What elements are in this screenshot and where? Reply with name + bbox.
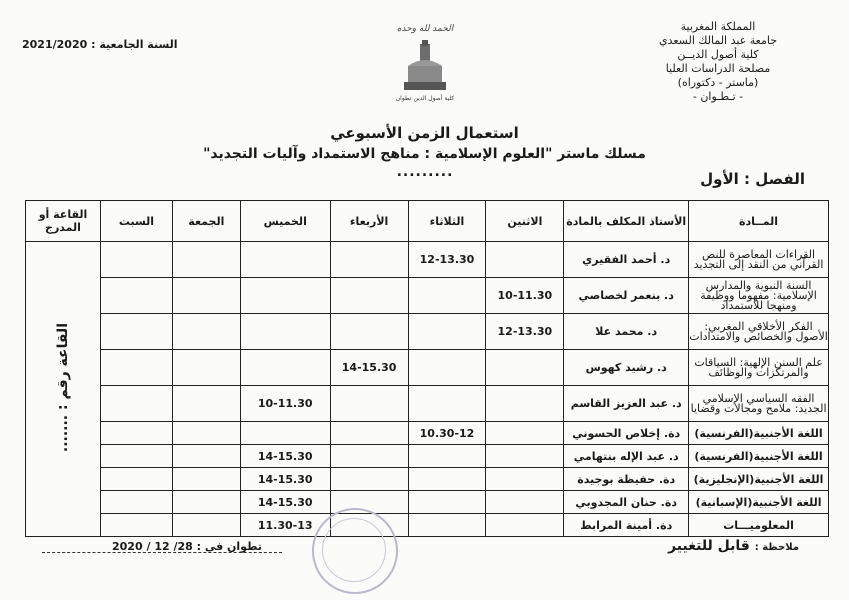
cell-time-fri [172, 242, 240, 278]
cell-time-sat [100, 314, 172, 350]
header-wednesday: الأربعاء [330, 201, 408, 242]
cell-time-fri [172, 386, 240, 422]
cell-subject: المعلوميـــات [689, 514, 829, 537]
academic-year-label: السنة الجامعية : [91, 38, 178, 51]
cell-time-fri [172, 445, 240, 468]
cell-professor: د. أحمد الفقيري [564, 242, 689, 278]
header-line: كلية أصول الديــن [677, 48, 759, 61]
logo-motto: الحمد لله وحده [396, 24, 454, 34]
cell-time-wed [330, 242, 408, 278]
table-row [26, 422, 829, 445]
cell-time-thu: 10-11.30 [240, 386, 330, 422]
header-tuesday: الثلاثاء [408, 201, 486, 242]
table-row [26, 386, 829, 422]
timetable [25, 200, 829, 537]
table-row [26, 350, 829, 386]
page-subtitle: مسلك ماستر "العلوم الإسلامية : مناهج الاستمداد وآليات التجديد" [203, 146, 646, 162]
note-label: ملاحظة : [754, 542, 799, 553]
cell-time-thu: 14-15.30 [240, 491, 330, 514]
header-hall: القاعة أو المدرج [26, 201, 101, 242]
cell-time-tue [408, 491, 486, 514]
cell-time-tue [408, 314, 486, 350]
hall-value: القاعة رقم : ....... [54, 322, 71, 453]
cell-time-fri [172, 491, 240, 514]
cell-time-sat [100, 445, 172, 468]
header-line: (ماستر - دكتوراه) [677, 76, 759, 89]
table-row [26, 514, 829, 537]
cell-subject: الفكر الأخلاقي المغربي: الأصول والخصائص والامتدادات [689, 314, 829, 350]
cell-professor: دة. حفيظة بوجيدة [564, 468, 689, 491]
cell-hall [26, 242, 101, 537]
note [668, 538, 799, 554]
header-line: - تـطـوان - [692, 90, 744, 103]
cell-time-wed [330, 386, 408, 422]
cell-professor: دة. أمينة المرابط [564, 514, 689, 537]
table-row [26, 468, 829, 491]
cell-time-tue [408, 445, 486, 468]
stamp-inner-ring [322, 518, 386, 582]
cell-time-fri [172, 514, 240, 537]
cell-subject: اللغة الأجنبية(الإنجليزية) [689, 468, 829, 491]
cell-time-sat [100, 468, 172, 491]
cell-time-sat [100, 350, 172, 386]
cell-professor: د. عبد الإله بنتهامي [564, 445, 689, 468]
cell-time-mon [486, 514, 564, 537]
cell-subject: اللغة الأجنبية(الفرنسية) [689, 445, 829, 468]
cell-time-wed [330, 314, 408, 350]
cell-subject: القراءات المعاصرة للنص القرآني من النقد إلى التجديد [689, 242, 829, 278]
academic-year [22, 38, 178, 51]
header-monday: الاثنين [486, 201, 564, 242]
logo-caption: كلية أصول الدين تطوان [395, 95, 455, 102]
header-line: المملكة المغربية [680, 20, 756, 33]
decorative-dots: ......... [396, 164, 454, 180]
table-row [26, 314, 829, 350]
cell-time-thu: 11.30-13 [240, 514, 330, 537]
header-professor: الأستاذ المكلف بالمادة [564, 201, 689, 242]
cell-time-thu [240, 278, 330, 314]
cell-subject: اللغة الأجنبية(الفرنسية) [689, 422, 829, 445]
cell-professor: د. رشيد كهوس [564, 350, 689, 386]
semester-label: الفصل : الأول [700, 170, 805, 188]
cell-time-thu [240, 242, 330, 278]
cell-time-wed [330, 278, 408, 314]
header-line: مصلحة الدراسات العليا [665, 62, 771, 75]
cell-subject: السنة النبوية والمدارس الإسلامية: مفهوما ووظيفة ومنهجا للاستمداد [689, 278, 829, 314]
cell-time-thu [240, 350, 330, 386]
cell-time-mon [486, 491, 564, 514]
cell-time-tue [408, 468, 486, 491]
cell-professor: د. بنعمر لخصاصي [564, 278, 689, 314]
header-saturday: السبت [100, 201, 172, 242]
cell-time-thu [240, 422, 330, 445]
header-subject: المــادة [689, 201, 829, 242]
cell-time-fri [172, 350, 240, 386]
cell-time-mon: 12-13.30 [486, 314, 564, 350]
cell-time-sat [100, 514, 172, 537]
header-line: جامعة عبد المالك السعدي [658, 34, 778, 47]
cell-time-fri [172, 278, 240, 314]
cell-time-wed [330, 445, 408, 468]
cell-time-tue [408, 386, 486, 422]
table-row [26, 445, 829, 468]
cell-time-tue [408, 514, 486, 537]
cell-time-wed: 14-15.30 [330, 350, 408, 386]
cell-professor: دة. حنان المجدوبي [564, 491, 689, 514]
cell-time-wed [330, 468, 408, 491]
cell-time-fri [172, 314, 240, 350]
table-row [26, 278, 829, 314]
cell-time-thu [240, 314, 330, 350]
page-title: استعمال الزمن الأسبوعي [330, 124, 519, 142]
cell-time-tue: 12-13.30 [408, 242, 486, 278]
cell-time-sat [100, 422, 172, 445]
note-value: قابل للتغيير [668, 538, 750, 554]
signature-date: تطوان في : 28/ 12 / 2020 [112, 540, 262, 553]
cell-time-sat [100, 242, 172, 278]
cell-time-mon [486, 242, 564, 278]
cell-time-tue: 10.30-12 [408, 422, 486, 445]
cell-time-mon [486, 350, 564, 386]
table-header-row [26, 201, 829, 242]
cell-professor: د. محمد علا [564, 314, 689, 350]
academic-year-value: 2021/2020 [22, 38, 88, 51]
cell-time-mon [486, 422, 564, 445]
header-thursday: الخميس [240, 201, 330, 242]
cell-professor: دة. إخلاص الحسوني [564, 422, 689, 445]
cell-time-mon: 10-11.30 [486, 278, 564, 314]
faculty-logo-icon [395, 40, 455, 104]
cell-time-sat [100, 278, 172, 314]
cell-time-mon [486, 468, 564, 491]
cell-professor: د. عبد العزيز القاسم [564, 386, 689, 422]
cell-time-thu: 14-15.30 [240, 468, 330, 491]
cell-subject: علم السنن الإلهية: السياقات والمرتكزات والوظائف [689, 350, 829, 386]
cell-subject: الفقه السياسي الإسلامي الجديد: ملامح ومجالات وقضايا [689, 386, 829, 422]
table-row [26, 242, 829, 278]
institution-header [623, 20, 813, 104]
table-row [26, 491, 829, 514]
cell-subject: اللغة الأجنبية(الإسبانية) [689, 491, 829, 514]
cell-time-mon [486, 386, 564, 422]
cell-time-fri [172, 422, 240, 445]
cell-time-thu: 14-15.30 [240, 445, 330, 468]
signature-line [42, 552, 282, 553]
cell-time-tue [408, 278, 486, 314]
cell-time-wed [330, 422, 408, 445]
cell-time-sat [100, 386, 172, 422]
cell-time-sat [100, 491, 172, 514]
cell-time-fri [172, 468, 240, 491]
cell-time-tue [408, 350, 486, 386]
cell-time-mon [486, 445, 564, 468]
header-friday: الجمعة [172, 201, 240, 242]
